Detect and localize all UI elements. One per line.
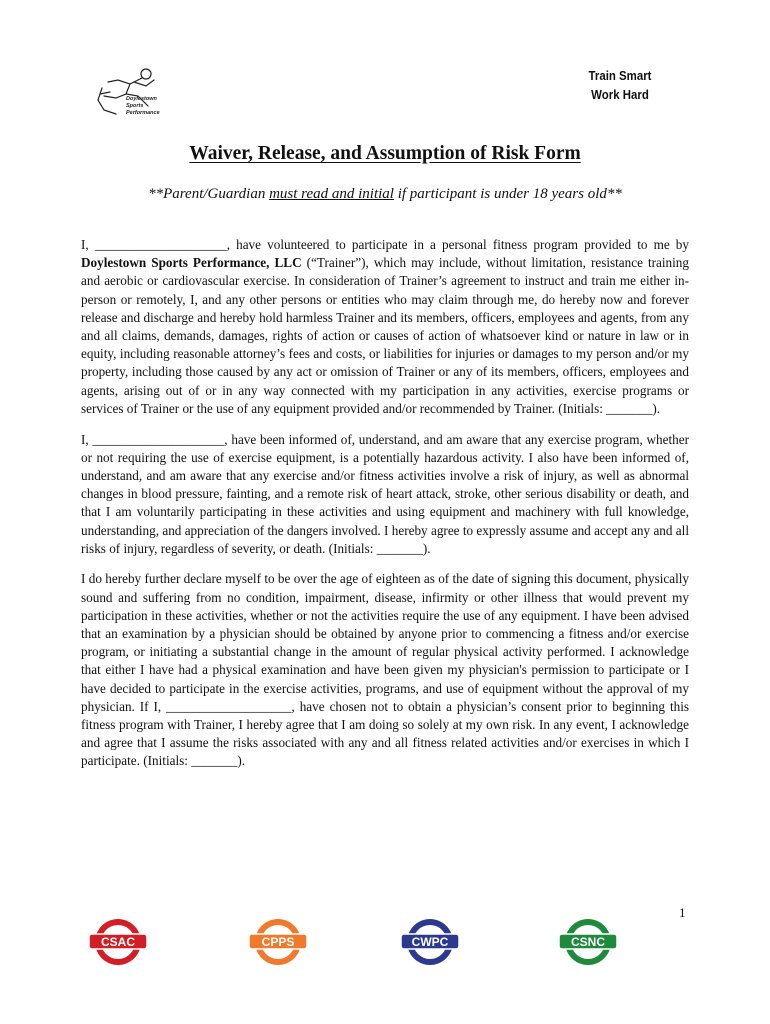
motto-line-2: Work Hard <box>591 87 649 102</box>
release-text-a: I, ____________________, have volunteered to participate in a personal fitness program provided to me by <box>81 237 689 252</box>
csac-badge-icon <box>85 918 151 966</box>
cpps-badge-icon <box>245 918 311 966</box>
trainer-name: Doylestown Sports Performance, LLC <box>81 255 302 271</box>
csnc-badge-icon <box>555 918 621 966</box>
notice-underlined: must read and initial <box>269 186 394 202</box>
doylestown-logo <box>96 66 176 118</box>
certification-badges <box>0 918 770 968</box>
release-paragraph <box>81 236 689 418</box>
waiver-body <box>81 236 689 783</box>
risk-awareness-paragraph: I, ____________________, have been informed of, understand, and am aware that any exercise program, whether or not requiring the use of exercise equipment, is a potentially hazardous activity. I also have been informed of, understand, and am aware that any exercise and/or fitness activities involve a risk of injury, as well as abnormal changes in blood pressure, fainting, and a remote risk of heart attack, stroke, other serious disability or death, and that I am voluntarily participating in these activities and using equipment and machinery with full knowledge, understanding, and appreciation of the dangers involved. I hereby agree to expressly assume and accept any and all risks of injury, regardless of severity, or death. (Initials: _______). <box>81 431 689 556</box>
logo-text-line-3: Performance <box>126 110 160 116</box>
badge-label: CSAC <box>100 935 136 949</box>
notice-suffix: if participant is under 18 years old** <box>393 186 622 202</box>
motto-line-1: Train Smart <box>588 68 652 83</box>
logo-text-line-2: Sports <box>126 103 144 109</box>
cwpc-badge-icon <box>397 918 463 966</box>
parent-guardian-notice <box>0 186 770 203</box>
page-number: 1 <box>679 905 686 920</box>
logo-text-line-1: Doylestown <box>126 96 157 102</box>
motto <box>560 66 680 104</box>
notice-prefix: **Parent/Guardian <box>148 186 270 202</box>
badge-label: CPPS <box>261 935 295 949</box>
badge-label: CSNC <box>570 935 606 949</box>
page-title: Waiver, Release, and Assumption of Risk Form <box>189 143 581 164</box>
badge-label: CWPC <box>411 935 449 949</box>
health-declaration-paragraph: I do hereby further declare myself to be over the age of eighteen as of the date of signing this document, physically sound and suffering from no condition, impairment, disease, infirmity or other illness that would prevent my participation in these activities, whether or not the activities require the use of any equipment. I have been advised that an examination by a physician should be obtained by anyone prior to commencing a fitness and/or exercise program, or initiating a substantial change in the amount of regular physical activity performed. I acknowledge that either I have had a physical examination and have been given my physician's permission to participate or I have decided to participate in the exercise activities, programs, and use of equipment without the approval of my physician. If I, ___________________, have chosen not to obtain a physician’s consent prior to beginning this fitness program with Trainer, I hereby agree that I am doing so solely at my own risk. In any event, I acknowledge and agree that I assume the risks associated with any and all fitness related activities and/or exercises in which I participate. (Initials: _______). <box>81 571 689 769</box>
release-text-b: (“Trainer”), which may include, without limitation, resistance training and aerobic or cardiovascular exercise. In consideration of Trainer’s agreement to instruct and train me either in-person or remotely, I, and any other persons or entities who may claim through me, do hereby now and forever release and discharge and hereby hold harmless Trainer and its members, officers, employees and agents, from any and all claims, demands, damages, rights of action or causes of action of whatsoever kind or nature in law or in equity, including reasonable attorney’s fees and costs, or liabilities for injuries or damages to my person and/or my property, including those caused by any act or omission of Trainer or any of its members, officers, employees and agents, arising out of or in any way connected with my participation in any activities, exercise programs or services of Trainer or the use of any equipment provided and/or recommended by Trainer. (Initials: _______). <box>81 255 689 416</box>
